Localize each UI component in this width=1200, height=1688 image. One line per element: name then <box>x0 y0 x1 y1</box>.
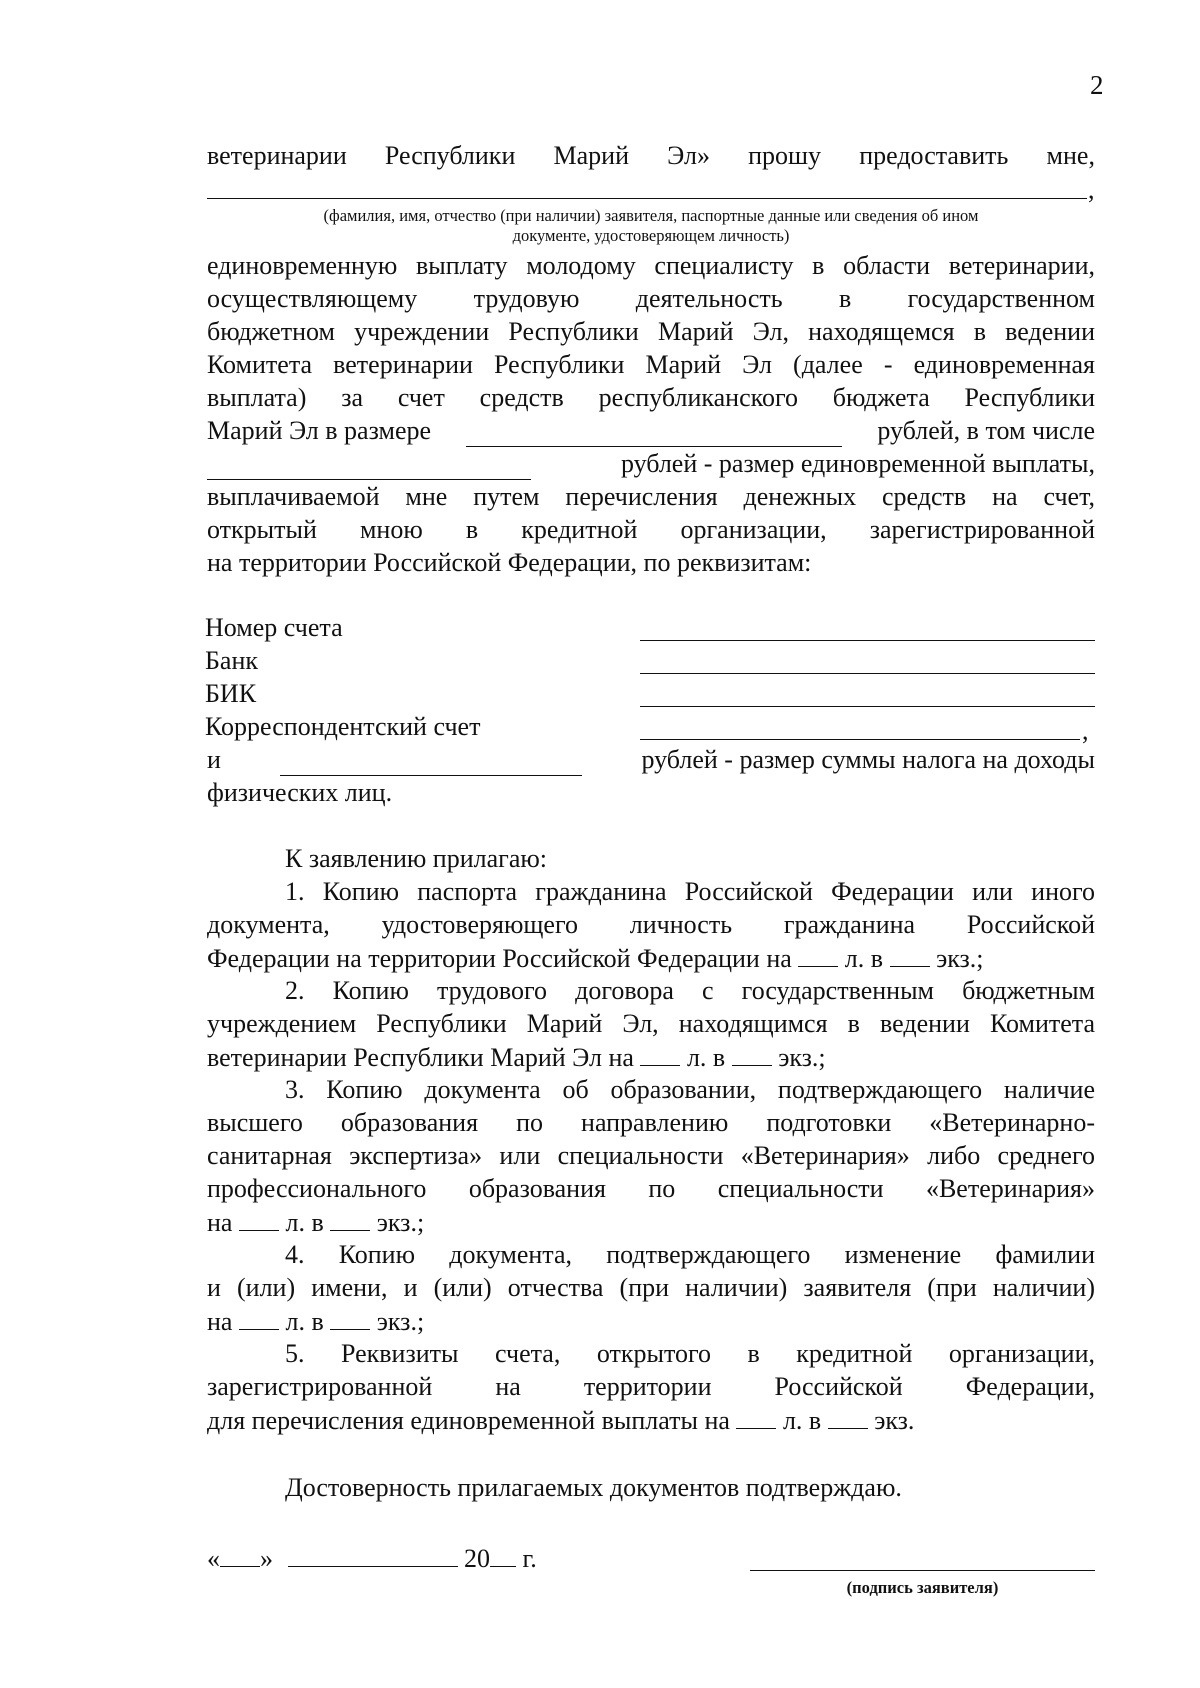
intro-word: Республики <box>384 141 516 170</box>
copies-blank[interactable] <box>330 1206 370 1231</box>
bank-field[interactable] <box>640 673 1095 674</box>
tax-text: рублей - размер суммы налога на доходы <box>641 745 1095 774</box>
tax-amount-blank[interactable] <box>280 751 582 776</box>
para-line: выплата) за счет средств республиканского бюджета Республики <box>207 383 1095 412</box>
account-number-field[interactable] <box>640 640 1095 641</box>
copies-blank[interactable] <box>330 1305 370 1330</box>
intro-word: ветеринарии <box>207 141 347 170</box>
sheets-blank[interactable] <box>798 942 838 967</box>
sheets-label: л. в <box>285 1208 324 1237</box>
attachment-line: профессионального образования по специальности «Ветеринария» <box>207 1174 1095 1203</box>
year-blank[interactable] <box>490 1542 516 1567</box>
page-number: 2 <box>1090 70 1104 100</box>
intro-word: прошу <box>748 141 822 170</box>
copies-label: экз. <box>874 1406 915 1435</box>
attachment-line: 4. Копию документа, подтверждающего изменение фамилии <box>285 1240 1095 1269</box>
intro-word: Марий <box>553 141 630 170</box>
signature-caption: (подпись заявителя) <box>846 1578 999 1597</box>
attachment-line: 3. Копию документа об образовании, подтверждающего наличие <box>285 1075 1095 1104</box>
intro-word: Эл» <box>667 141 710 170</box>
attachment-line: 5. Реквизиты счета, открытого в кредитной организации, <box>285 1339 1095 1368</box>
payment-amount-text: рублей - размер единовременной выплаты, <box>620 449 1095 478</box>
amount-label: Марий Эл в размере <box>207 416 432 445</box>
intro-word: предоставить <box>859 141 1009 170</box>
copies-blank[interactable] <box>890 942 930 967</box>
para-line: бюджетном учреждении Республики Марий Эл, находящемся в ведении <box>207 317 1095 346</box>
para-line: осуществляющему трудовую деятельность в государственном <box>207 284 1095 313</box>
attachment-line: 1. Копию паспорта гражданина Российской Федерации или иного <box>285 877 1095 906</box>
intro-word: мне, <box>1046 141 1095 170</box>
attachment-text: на <box>207 1208 233 1237</box>
amount-suffix: рублей, в том числе <box>877 416 1095 445</box>
attachment-line <box>207 1404 914 1437</box>
bik-label: БИК <box>205 679 257 708</box>
account-number-label: Номер счета <box>205 613 343 642</box>
applicant-caption: (фамилия, имя, отчество (при наличии) заявителя, паспортные данные или сведения об ином <box>323 206 979 225</box>
corr-account-label: Корреспондентский счет <box>205 712 481 741</box>
sheets-label: л. в <box>285 1307 324 1336</box>
applicant-caption: документе, удостоверяющем личность) <box>512 226 790 245</box>
copies-label: экз.; <box>376 1307 425 1336</box>
sheets-label: л. в <box>844 944 884 973</box>
attachment-line <box>207 1206 424 1239</box>
copies-label: экз.; <box>376 1208 425 1237</box>
para-line: единовременную выплату молодому специалисту в области ветеринарии, <box>207 251 1095 280</box>
attachment-line: и (или) имени, и (или) отчества (при наличии) заявителя (при наличии) <box>207 1273 1095 1302</box>
para-line: на территории Российской Федерации, по реквизитам: <box>207 548 812 577</box>
copies-blank[interactable] <box>732 1041 772 1066</box>
para-line: выплачиваемой мне путем перечисления денежных средств на счет, <box>207 482 1095 511</box>
tax-prefix: и <box>207 745 221 774</box>
copies-label: экз.; <box>778 1043 826 1072</box>
para-line: Комитета ветеринарии Республики Марий Эл (далее - единовременная <box>207 350 1095 379</box>
tax-text-continued: физических лиц. <box>207 778 393 807</box>
attachment-line: учреждением Республики Марий Эл, находящимся в ведении Комитета <box>207 1009 1095 1038</box>
date-field <box>207 1542 537 1575</box>
amount-blank[interactable] <box>466 422 842 447</box>
sheets-label: л. в <box>782 1406 822 1435</box>
copies-blank[interactable] <box>828 1404 868 1429</box>
attachment-line <box>207 1041 826 1074</box>
sheets-blank[interactable] <box>239 1206 279 1231</box>
signature-line[interactable] <box>750 1570 1095 1571</box>
sheets-blank[interactable] <box>239 1305 279 1330</box>
copies-label: экз.; <box>936 944 984 973</box>
corr-account-field[interactable] <box>640 739 1080 740</box>
date-close-quote: » <box>260 1544 273 1573</box>
attachment-line: 2. Копию трудового договора с государственным бюджетным <box>285 976 1095 1005</box>
attachment-line: зарегистрированной на территории Российской Федерации, <box>207 1372 1095 1401</box>
date-open-quote: « <box>207 1544 220 1573</box>
sheets-blank[interactable] <box>736 1404 776 1429</box>
attachment-line <box>207 942 984 975</box>
para-line-amount <box>207 415 1095 447</box>
attachment-text: ветеринарии Республики Марий Эл на <box>207 1043 634 1072</box>
attachment-line: документа, удостоверяющего личность гражданина Российской <box>207 910 1095 939</box>
year-suffix: г. <box>522 1544 537 1573</box>
para-line: открытый мною в кредитной организации, зарегистрированной <box>207 515 1095 544</box>
sheets-label: л. в <box>686 1043 726 1072</box>
applicant-line-comma: , <box>1088 175 1095 204</box>
confirmation-statement: Достоверность прилагаемых документов подтверждаю. <box>285 1473 902 1502</box>
attachment-line <box>207 1305 424 1338</box>
attachment-line: санитарная экспертиза» или специальности «Ветеринария» либо среднего <box>207 1141 1095 1170</box>
attachment-line: высшего образования по направлению подготовки «Ветеринарно- <box>207 1108 1095 1137</box>
intro-line <box>207 140 1095 172</box>
attachment-text: для перечисления единовременной выплаты на <box>207 1406 730 1435</box>
attachment-text: на <box>207 1307 233 1336</box>
para-line-payment <box>207 448 1095 480</box>
attachments-heading: К заявлению прилагаю: <box>285 844 548 873</box>
bik-field[interactable] <box>640 706 1095 707</box>
sheets-blank[interactable] <box>640 1041 680 1066</box>
year-prefix: 20 <box>464 1544 490 1573</box>
day-blank[interactable] <box>220 1542 260 1567</box>
tax-line <box>207 744 1095 776</box>
bank-label: Банк <box>205 646 259 675</box>
applicant-line[interactable] <box>207 198 1087 199</box>
payment-amount-blank[interactable] <box>207 455 531 480</box>
attachment-text: Федерации на территории Российской Федерации на <box>207 944 792 973</box>
corr-account-comma: , <box>1082 716 1089 745</box>
month-blank[interactable] <box>288 1542 458 1567</box>
